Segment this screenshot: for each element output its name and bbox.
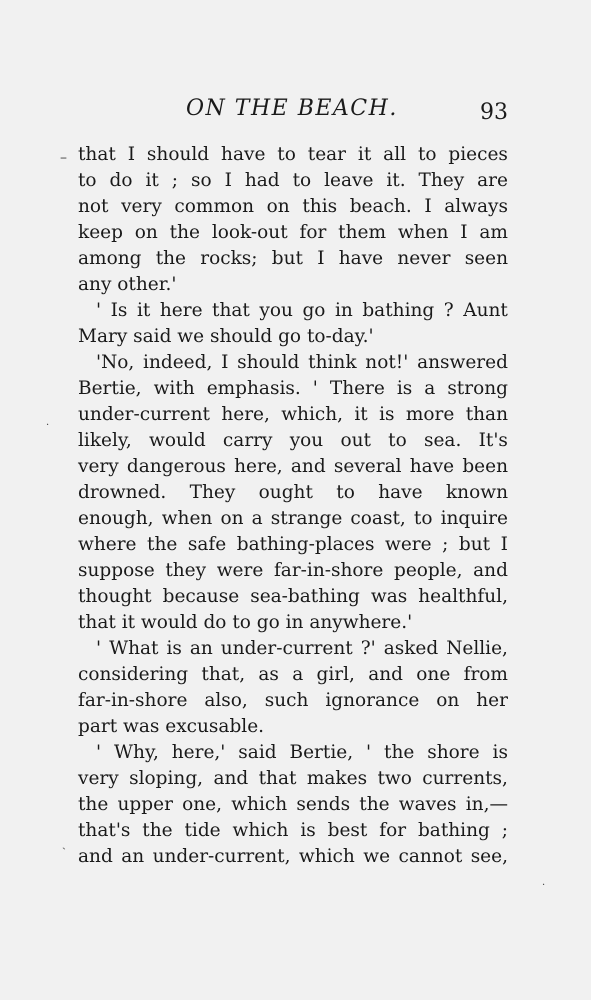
text-line: likely, would carry you out to sea. It's [78, 430, 508, 451]
text-line: ' What is an under-current ?' asked Nellie, [96, 638, 508, 659]
text-line: any other.' [78, 274, 177, 295]
page-number: 93 [480, 100, 508, 125]
text-line: considering that, as a girl, and one from [78, 664, 508, 685]
margin-mark: · [46, 420, 50, 431]
text-line: among the rocks; but I have never seen [78, 248, 508, 269]
text-line: that it would do to go in anywhere.' [78, 612, 413, 633]
text-line: and an under-current, which we cannot see, [78, 846, 508, 867]
text-line: ' Is it here that you go in bathing ? Aunt [96, 300, 508, 321]
text-line: part was excusable. [78, 716, 265, 737]
text-line: far-in-shore also, such ignorance on her [78, 690, 508, 711]
text-line: ' Why, here,' said Bertie, ' the shore is [96, 742, 508, 763]
text-line: thought because sea-bathing was healthful, [78, 586, 508, 607]
text-line: drowned. They ought to have known [78, 482, 508, 503]
text-line: enough, when on a strange coast, to inquire [78, 508, 508, 529]
text-line: the upper one, which sends the waves in,— [78, 794, 508, 815]
text-line: keep on the look-out for them when I am [78, 222, 508, 243]
margin-mark: – [60, 150, 67, 166]
body-text [78, 142, 508, 870]
running-head: ON THE BEACH. [186, 96, 398, 121]
text-line: very sloping, and that makes two currents, [78, 768, 508, 789]
text-line: that's the tide which is best for bathing ; [78, 820, 508, 841]
text-line: Bertie, with emphasis. ' There is a strong [78, 378, 508, 399]
text-line: 'No, indeed, I should think not!' answered [96, 352, 508, 373]
page-header [78, 96, 508, 130]
text-line: where the safe bathing-places were ; but I [78, 534, 508, 555]
margin-mark: · [542, 880, 546, 891]
text-line: to do it ; so I had to leave it. They are [78, 170, 508, 191]
text-line: Mary said we should go to-day.' [78, 326, 374, 347]
margin-mark: ˎ [62, 836, 66, 850]
text-line: suppose they were far-in-shore people, and [78, 560, 508, 581]
text-line: not very common on this beach. I always [78, 196, 508, 217]
text-line: very dangerous here, and several have been [78, 456, 508, 477]
text-line: that I should have to tear it all to pieces [78, 144, 508, 165]
text-line: under-current here, which, it is more than [78, 404, 508, 425]
